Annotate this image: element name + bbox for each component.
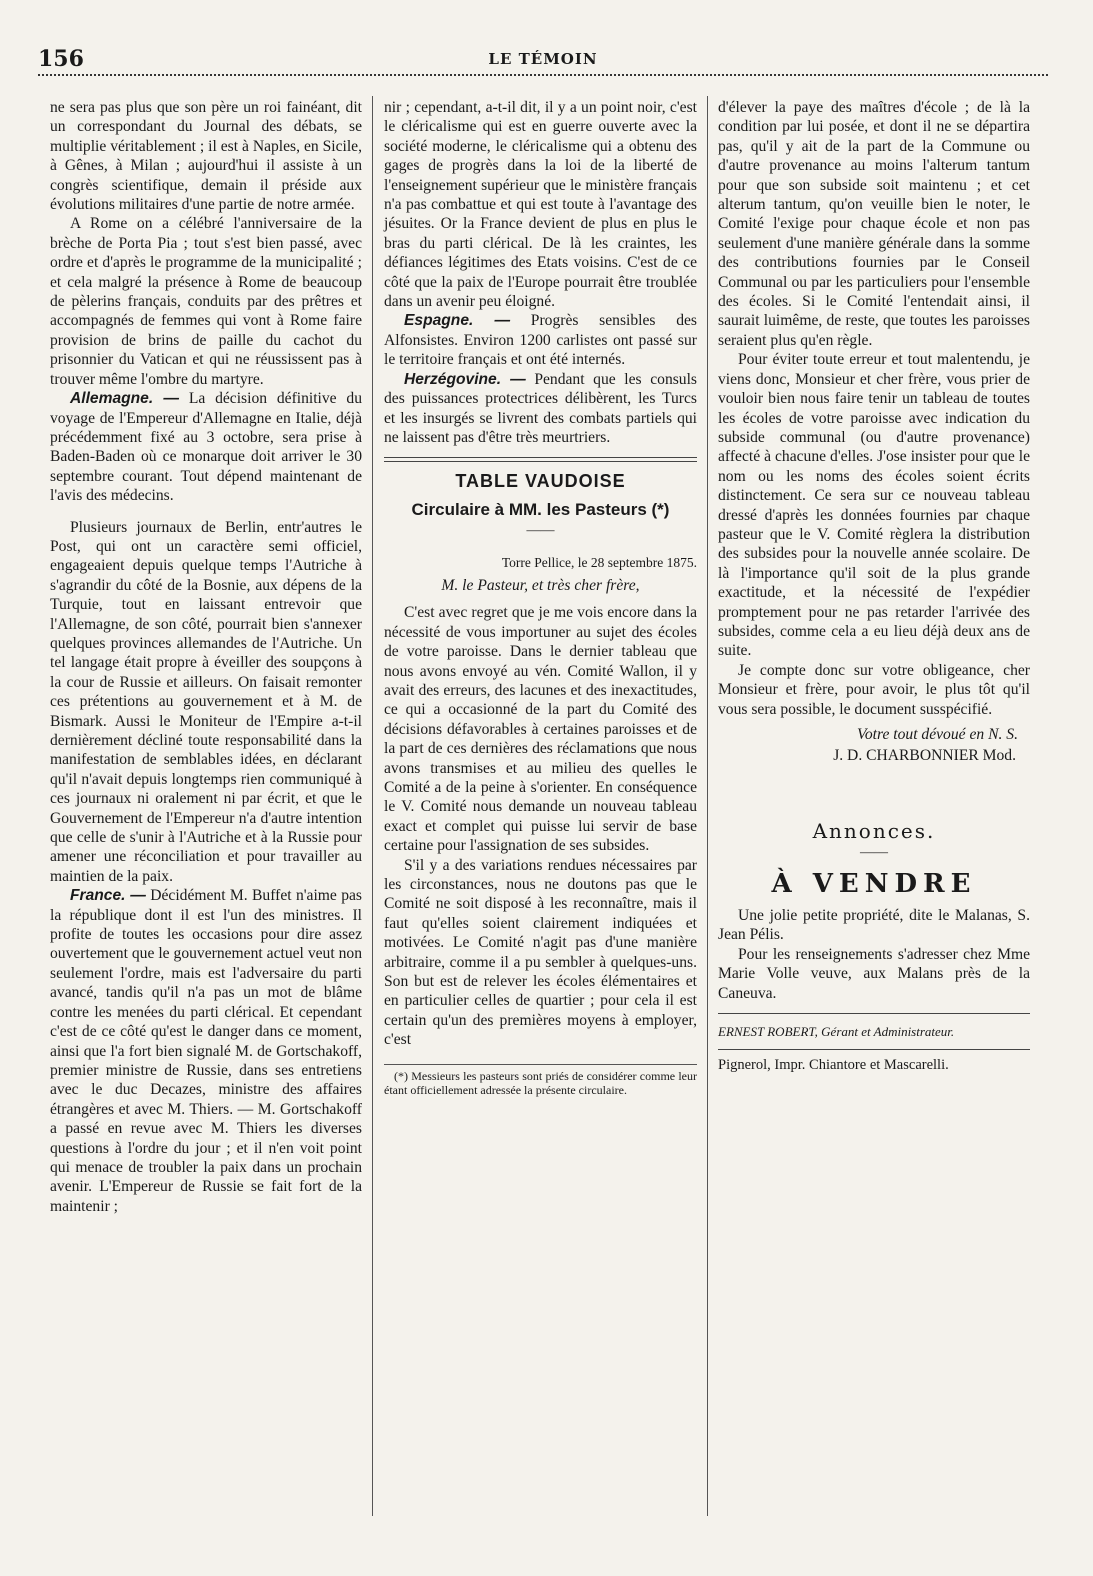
footnote <box>384 1064 697 1097</box>
page-number: 156 <box>38 46 84 72</box>
gerant-line: ERNEST ROBERT, Gérant et Administrateur. <box>718 1013 1030 1041</box>
signoff: Votre tout dévoué en N. S. <box>857 726 1018 743</box>
paragraph-france <box>50 886 362 1216</box>
footnote-text: (*) Messieurs les pasteurs sont priés de considérer comme leur étant officiellement adressée la présente circulaire. <box>384 1068 697 1097</box>
paragraph: Plusieurs journaux de Berlin, entr'autres le Post, qui ont un caractère semi officiel, engageaient depuis quelque temps l'Autriche à s'agrandir du côté de la Bosnie, aux dépens de la Turquie, tout en laissant entrevoir que l'Allemagne, de son côté, pourrait bien s'annexer quelques provinces allemandes de l'Autriche. Un tel langage était propre à éveiller des soupçons à la cour de Russie et ailleurs. On faisait remonter ces prétentions au gouvernement et à M. de Bismark. Aussi le Moniteur de l'Empire a-t-il dernièrement décliné toute responsabilité dans la manifestation de semblables idées, en déclarant qu'il n'avait depuis longtemps rien communiqué à ces journaux ni oralement ni par écrit, et que le Gouvernement de l'Empereur n'a d'autre intention que celle de s'unir à l'Autriche et à la Russie pour amener une réconciliation et pour travailler au maintien de la paix. <box>50 518 362 885</box>
paragraph: nir ; cependant, a-t-il dit, il y a un point noir, c'est le cléricalisme qui est en guerre ouverte avec la société moderne, le cléricalisme qui a obtenu des gages de progrès dans la loi de la liberté de l'enseignement supérieur que le ministère français n'a pas combattue et qui est toute à l'avantage des jésuites. Or la France devient de plus en plus le bras du parti clérical. De là les craintes, les défiances légitimes des Etats voisins. C'est de ce côté que la paix de l'Europe pourrait être troublée dans un avenir peu éloigné. <box>384 99 697 311</box>
salutation: M. le Pasteur, et très cher frère, <box>441 576 640 594</box>
paragraph: Pour éviter toute erreur et tout malentendu, je viens donc, Monsieur et cher frère, vous prier de vouloir bien nous faire tenir un tableau de toutes les écoles de votre paroisse avec indication du subside communal (ou d'autre provenance) affecté à chacune d'elles. J'ose insister pour que le nom ou les noms des écoles soient écrits distinctement. Ce sera sur ce nouveau tableau dressé d'après les données fournies par chaque pasteur que le V. Comité règlera la distribution des subsides pour la nouvelle année scolaire. De là l'importance qu'il soit de la plus grande exactitude, et la nécessité de l'expédier promptement pour ne pas retarder l'arrivée des subsides, comme cela a eu lieu déjà deux ans de suite. <box>718 351 1030 660</box>
paragraph-espagne <box>384 311 697 369</box>
column-3 <box>718 98 1030 1076</box>
column-1 <box>50 98 362 1216</box>
paragraph-text: La décision définitive du voyage de l'Empereur d'Allemagne en Italie, déjà précédemment fixé au 3 octobre, sera prise à Baden-Baden où ce monarque doit arriver le 30 septembre courant. Tout dépend maintenant de l'avis des médecins. <box>50 390 362 505</box>
column-divider-2 <box>707 96 708 1516</box>
annonces-heading: Annonces. <box>812 818 936 843</box>
page-header <box>38 40 1048 72</box>
dateline: Torre Pellice, le 28 septembre 1875. <box>501 554 697 570</box>
ad-paragraph: Une jolie petite propriété, dite le Malanas, S. Jean Pélis. <box>718 907 1030 944</box>
imprint-line: Pignerol, Impr. Chiantore et Mascarelli. <box>718 1049 1030 1075</box>
paragraph-allemagne <box>50 389 362 505</box>
section-rule <box>384 457 697 462</box>
title-dash: —— <box>526 523 555 539</box>
signature-name: J. D. CHARBONNIER Mod. <box>833 747 1016 765</box>
a-vendre-heading: À VENDRE <box>771 868 977 899</box>
section-heading: Herzégovine. — <box>404 370 526 388</box>
paragraph-text: Pendant que les consuls des puissances protectrices délibèrent, les Turcs et les insurgés se livrent des combats partiels qui ne laissent pas d'être très meurtriers. <box>384 370 698 446</box>
ad-paragraph: Pour les renseignements s'adresser chez Mme Marie Volle veuve, aux Malans près de la Caneuva. <box>718 945 1030 1002</box>
paragraph: d'élever la paye des maîtres d'école ; de là la condition par lui posée, et dont il ne se départira pas, qu'il y ait de la part de la Commune ou d'autre provenance au moins l'alterum tantum pour que son subside soit maintenu ; et cet alterum tantum, qu'on veuille bien le noter, le Comité l'exige pour chaque école et non pas seulement d'une manière générale dans la somme des contributions fournies par le Conseil Communal ou par les particuliers pour l'ensemble des écoles. Si le Comité l'entendait ainsi, il saurait luimême, de reste, que toutes les paroisses seraient plus qu'en règle. <box>718 99 1030 349</box>
paragraph-text: Décidément M. Buffet n'aime pas la république dont il est l'un des ministres. Il profite de toutes les occasions pour dire assez ouvertement que le gouvernement actuel veut non seulement l'ordre, mais est l'adversaire du parti avancé, tandis qu'il n'a pas un mot de blâme contre les menées du parti clérical. Et cependant c'est de ce côté qu'est le danger dans ce moment, ainsi que l'a fort bien signalé M. de Gortschakoff, premier ministre de Russie, dans ses entretiens avec le duc Decazes, ministre des affaires étrangères et avec M. Thiers. — M. Gortschakoff a passé en revue avec M. Thiers les diverses questions à l'ordre du jour ; et il n'en voit point qui menace de troubler la paix dans un prochain avenir. L'Empereur de Russie se fait fort de la maintenir ; <box>50 887 362 1215</box>
article-subtitle: Circulaire à MM. les Pasteurs (*) <box>411 499 670 519</box>
article-title: TABLE VAUDOISE <box>455 471 626 492</box>
paragraph-text: Progrès sensibles des Alfonsistes. Environ 1200 carlistes ont passé sur le territoire français et ont été internés. <box>384 312 697 369</box>
section-heading: France. — <box>70 887 146 905</box>
title-dash: —— <box>860 845 888 861</box>
paragraph: ne sera pas plus que son père un roi fainéant, dit un correspondant du Journal des débats, se multiplie véritablement ; il est à Naples, en Sicile, à Gênes, à Milan ; aujourd'hui il assiste à un congrès scientifique, demain il préside aux évolutions militaires d'une partie de notre armée. <box>50 99 362 214</box>
paragraph: A Rome on a célébré l'anniversaire de la brèche de Porta Pia ; tout s'est bien passé, avec ordre et d'après le programme de la municipalité ; et cela malgré la présence à Rome de beaucoup de pèlerins français, conduits par des prêtres et accompagnés de femmes qui vont à Rome faire provision de brins de paille du cachot du prisonnier du Vatican et qui ne réussissent pas à trouver même l'ombre du martyre. <box>50 215 362 388</box>
section-heading: Allemagne. — <box>70 390 180 408</box>
spacer <box>50 506 362 518</box>
paragraph: S'il y a des variations rendues nécessaires par les circonstances, nous ne doutons pas que le Comité ne soit disposé à les reconnaître, mais il faut qu'elles soient clairement indiquées et motivées. Le Comité n'agit pas d'une manière arbitraire, comme il a pu sembler à quelques-uns. Son but est de relever les écoles élémentaires et en particulier celles de quartier ; pour cela il est certain qu'un des premières moyens à employer, c'est <box>384 856 697 1049</box>
column-divider-1 <box>372 96 373 1516</box>
journal-title: LE TÉMOIN <box>488 50 598 68</box>
section-heading: Espagne. — <box>404 312 511 330</box>
header-rule <box>38 74 1048 76</box>
paragraph: C'est avec regret que je me vois encore dans la nécessité de vous importuner au sujet des écoles de votre paroisse. Dans le dernier tableau que nous avons envoyé au vén. Comité Wallon, il y avait des erreurs, des lacunes et des inexactitudes, ce qui a occasionné de la part du Comité des décisions défavorables à certaines paroisses et de la part de ces dernières des réclamations que nous avons transmises et au milieu des quelles le Comité a de la peine à s'orienter. En conséquence le V. Comité nous demande un nouveau tableau exact et complet qui puisse lui servir de base certaine pour l'assignation de ses subsides. <box>384 604 697 855</box>
column-2 <box>384 98 697 1097</box>
paragraph-herzegovine <box>384 370 697 448</box>
paragraph: Je compte donc sur votre obligeance, cher Monsieur et frère, pour avoir, le plus tôt qu'il vous sera possible, le document susspécifié. <box>718 661 1030 718</box>
